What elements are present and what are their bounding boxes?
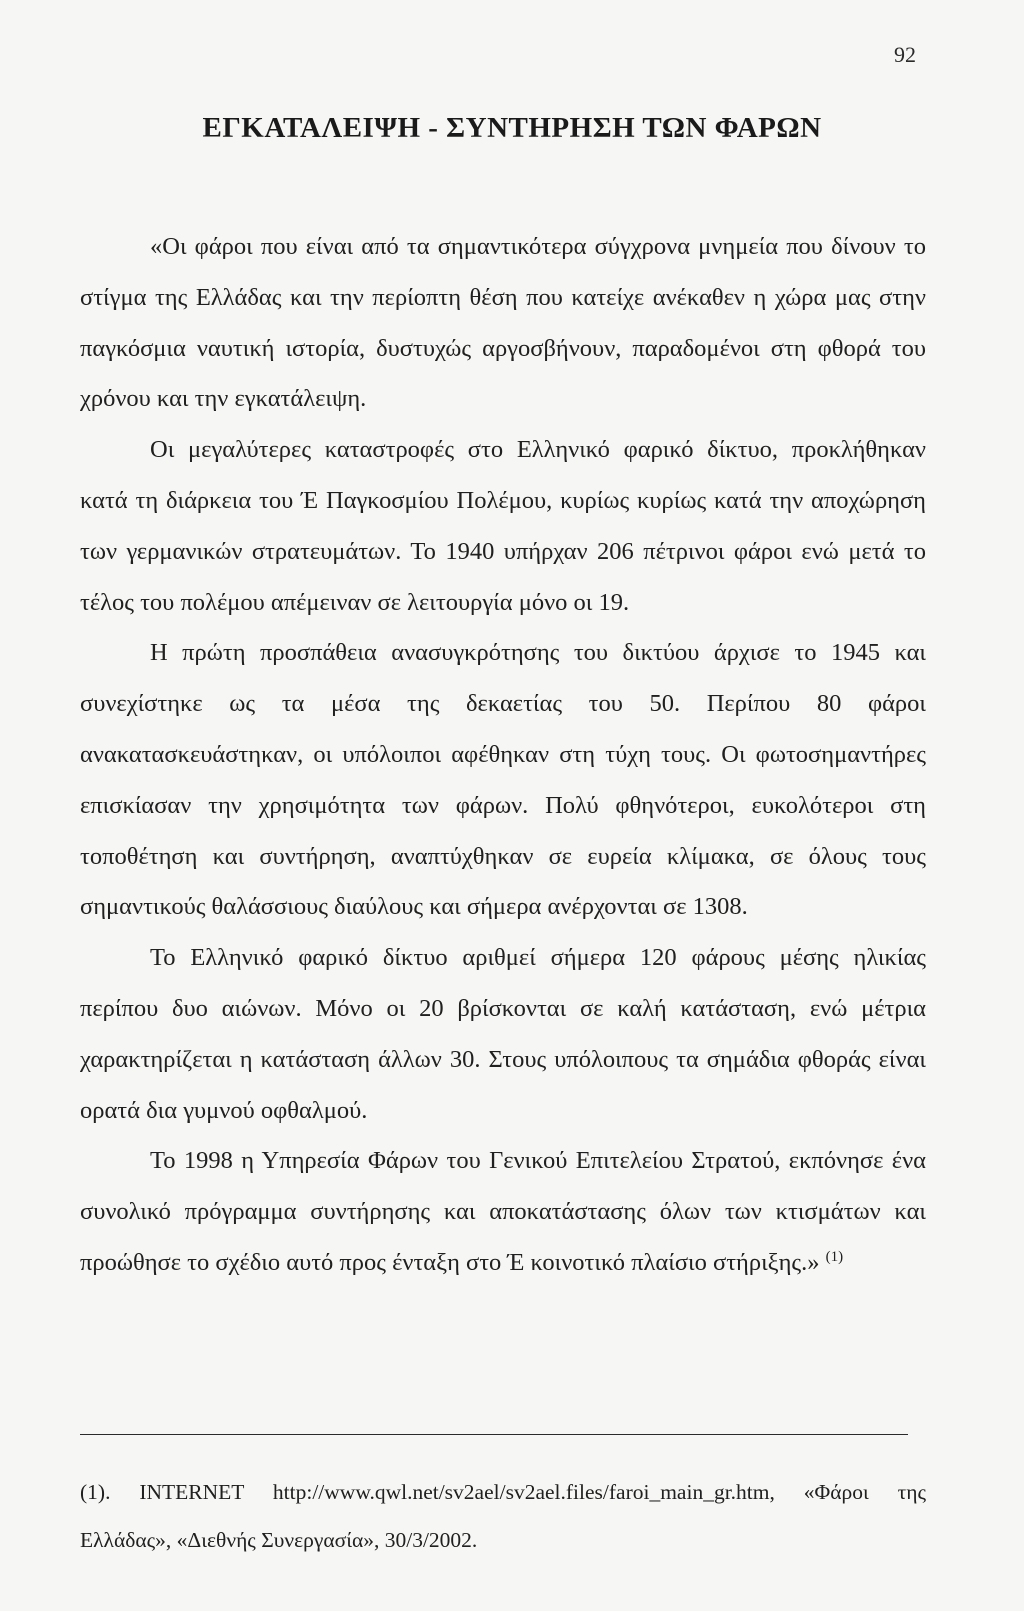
footnote-reference: (1) <box>825 1248 844 1265</box>
footnote-text: INTERNET http://www.qwl.net/sv2ael/sv2ael.files/faroi_main_gr.htm, «Φάροι της Ελλάδας», «Διεθνής Συνεργασία», 30/3/2002. <box>80 1480 927 1552</box>
footnote <box>80 1468 926 1564</box>
paragraph-last-text: Το 1998 η Υπηρεσία Φάρων του Γενικού Επιτελείου Στρατού, εκπόνησε ένα συνολικό πρόγραμμα συντήρησης και αποκατάστασης όλων των κτισμάτων και προώθησε το σχέδιο αυτό προς ένταξη στο Έ κοινοτικό πλαίσιο στήριξης.» <box>80 1147 926 1276</box>
footnote-divider <box>80 1434 908 1435</box>
page-title: ΕΓΚΑΤΑΛΕΙΨΗ - ΣΥΝΤΗΡΗΣΗ ΤΩΝ ΦΑΡΩΝ <box>202 112 822 144</box>
paragraph: Το Ελληνικό φαρικό δίκτυο αριθμεί σήμερα 120 φάρους μέσης ηλικίας περίπου δυο αιώνων. Μόνο οι 20 βρίσκονται σε καλή κατάσταση, ενώ μέτρια χαρακτηρίζεται η κατάσταση άλλων 30. Στους υπόλοιπους τα σημάδια φθοράς είναι ορατά δια γυμνού οφθαλμού. <box>80 944 926 1124</box>
paragraph: Οι μεγαλύτερες καταστροφές στο Ελληνικό φαρικό δίκτυο, προκλήθηκαν κατά τη διάρκεια του Έ Παγκοσμίου Πολέμου, κυρίως κυρίως κατά την αποχώρηση των γερμανικών στρατευμάτων. Το 1940 υπήρχαν 206 πέτρινοι φάροι ενώ μετά το τέλος του πολέμου απέμειναν σε λειτουργία μόνο οι 19. <box>80 436 926 616</box>
paragraph: «Οι φάροι που είναι από τα σημαντικότερα σύγχρονα μνημεία που δίνουν το στίγμα της Ελλάδας και την περίοπτη θέση που κατείχε ανέκαθεν η χώρα μας στην παγκόσμια ναυτική ιστορία, δυστυχώς αργοσβήνουν, παραδομένοι στη φθορά του χρόνου και την εγκατάλειψη. <box>80 233 926 413</box>
paragraph: Η πρώτη προσπάθεια ανασυγκρότησης του δικτύου άρχισε το 1945 και συνεχίστηκε ως τα μέσα της δεκαετίας του 50. Περίπου 80 φάροι ανακατασκευάστηκαν, οι υπόλοιποι αφέθηκαν στη τύχη τους. Οι φωτοσημαντήρες επισκίασαν την χρησιμότητα των φάρων. Πολύ φθηνότεροι, ευκολότεροι στη τοποθέτηση και συντήρηση, αναπτύχθηκαν σε ευρεία κλίμακα, σε όλους τους σημαντικούς θαλάσσιους διαύλους και σήμερα ανέρχονται σε 1308. <box>80 639 926 921</box>
paragraph-last <box>80 1136 926 1288</box>
footnote-marker: (1). <box>80 1480 111 1504</box>
body-text <box>80 222 926 1289</box>
page-number: 92 <box>894 42 916 67</box>
